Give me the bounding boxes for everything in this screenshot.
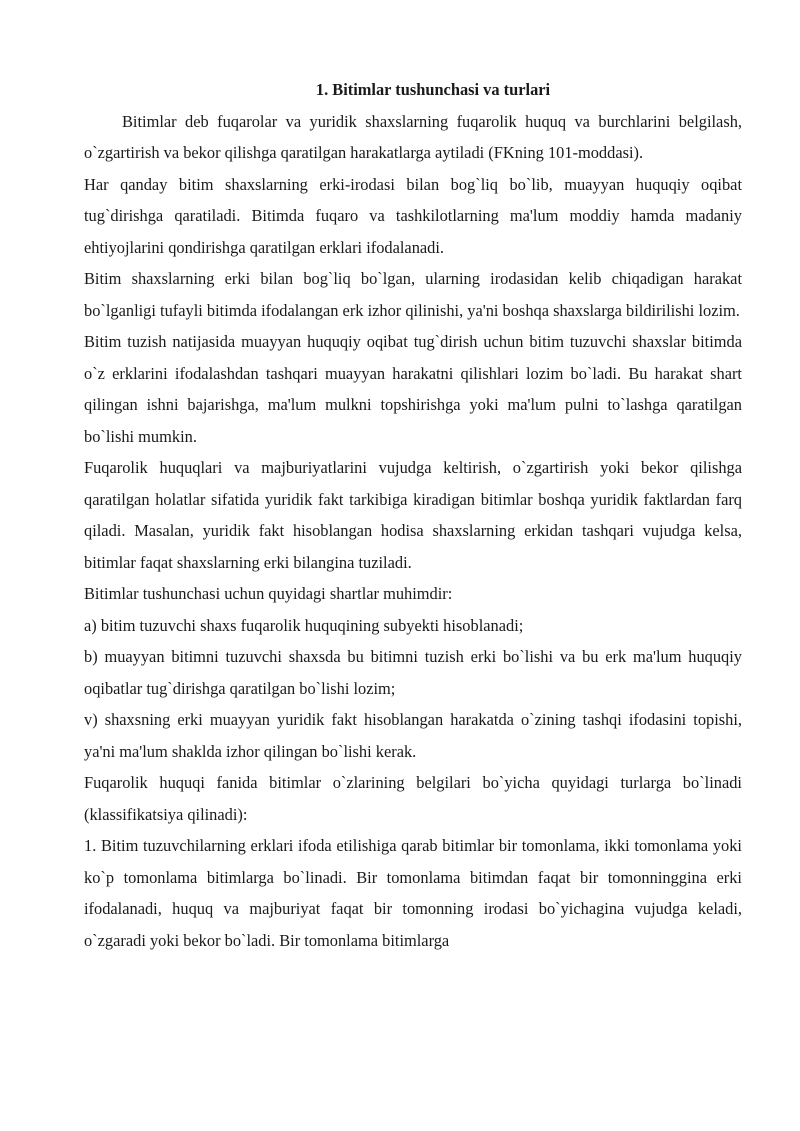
paragraph-definition: Bitimlar deb fuqarolar va yuridik shaxslarning fuqarolik huquq va burchlarini belgilash, o`zgartirish va bekor qilishga qaratilgan harakatlarga aytiladi (FKning 101-moddasi).	[84, 111, 742, 162]
list-item-a: a) bitim tuzuvchi shaxs fuqarolik huquqining subyekti hisoblanadi;	[84, 615, 524, 635]
paragraph-action: Bitim tuzish natijasida muayyan huquqiy oqibat tug`dirish uchun bitim tuzuvchi shaxslar bitimda o`z erklarini ifodalashdan tashqari muayyan harakatni qilishlari lozim bo`ladi. Bu harakat shart qilingan ishni bajarishga, ma'lum mulkni topshirishga yoki ma'lum pulni to`lashga qaratilgan bo`lishi mumkin.	[84, 332, 742, 446]
paragraph-will: Har qanday bitim shaxslarning erki-irodasi bilan bog`liq bo`lib, muayyan huquqiy oqibat tug`dirishga qaratiladi. Bitimda fuqaro va tashkilotlarning ma'lum moddiy hamda madaniy ehtiyojlarini qondirishga qaratilgan erklari ifodalanadi.	[84, 174, 742, 257]
list-item-v: v) shaxsning erki muayyan yuridik fakt hisoblangan harakatda o`zining tashqi ifodasini topishi, ya'ni ma'lum shaklda izhor qilingan bo`lishi kerak.	[84, 710, 742, 761]
section-title: 1. Bitimlar tushunchasi va turlari	[315, 80, 551, 99]
paragraph-conditions-intro: Bitimlar tushunchasi uchun quyidagi shartlar muhimdir:	[84, 584, 453, 603]
list-item-b: b) muayyan bitimni tuzuvchi shaxsda bu bitimni tuzish erki bo`lishi va bu erk ma'lum huquqiy oqibatlar tug`dirishga qaratilgan bo`lishi lozim;	[84, 647, 742, 698]
paragraph-classification-intro: Fuqarolik huquqi fanida bitimlar o`zlarining belgilari bo`yicha quyidagi turlarga bo`linadi (klassifikatsiya qilinadi):	[84, 773, 742, 824]
document-page	[84, 74, 742, 956]
paragraph-legal-fact: Fuqarolik huquqlari va majburiyatlarini vujudga keltirish, o`zgartirish yoki bekor qilishga qaratilgan holatlar sifatida yuridik fakt tarkibiga kiradigan bitimlar boshqa yuridik faktlardan farq qiladi. Masalan, yuridik fakt hisoblangan hodisa shaxslarning erkidan tashqari vujudga kelsa, bitimlar faqat shaxslarning erki bilangina tuziladi.	[84, 458, 742, 572]
paragraph-classification-1: 1. Bitim tuzuvchilarning erklari ifoda etilishiga qarab bitimlar bir tomonlama, ikki tomonlama yoki ko`p tomonlama bitimlarga bo`linadi. Bir tomonlama bitimdan faqat bir tomonninggina erki ifodalanadi, huquq va majburiyat faqat bir tomonning irodasi bo`yichagina vujudga keladi, o`zgaradi yoki bekor bo`ladi. Bir tomonlama bitimlarga	[84, 836, 742, 950]
paragraph-expression: Bitim shaxslarning erki bilan bog`liq bo`lgan, ularning irodasidan kelib chiqadigan harakat bo`lganligi tufayli bitimda ifodalangan erk izhor qilinishi, ya'ni boshqa shaxslarga bildirilishi lozim.	[84, 269, 742, 320]
